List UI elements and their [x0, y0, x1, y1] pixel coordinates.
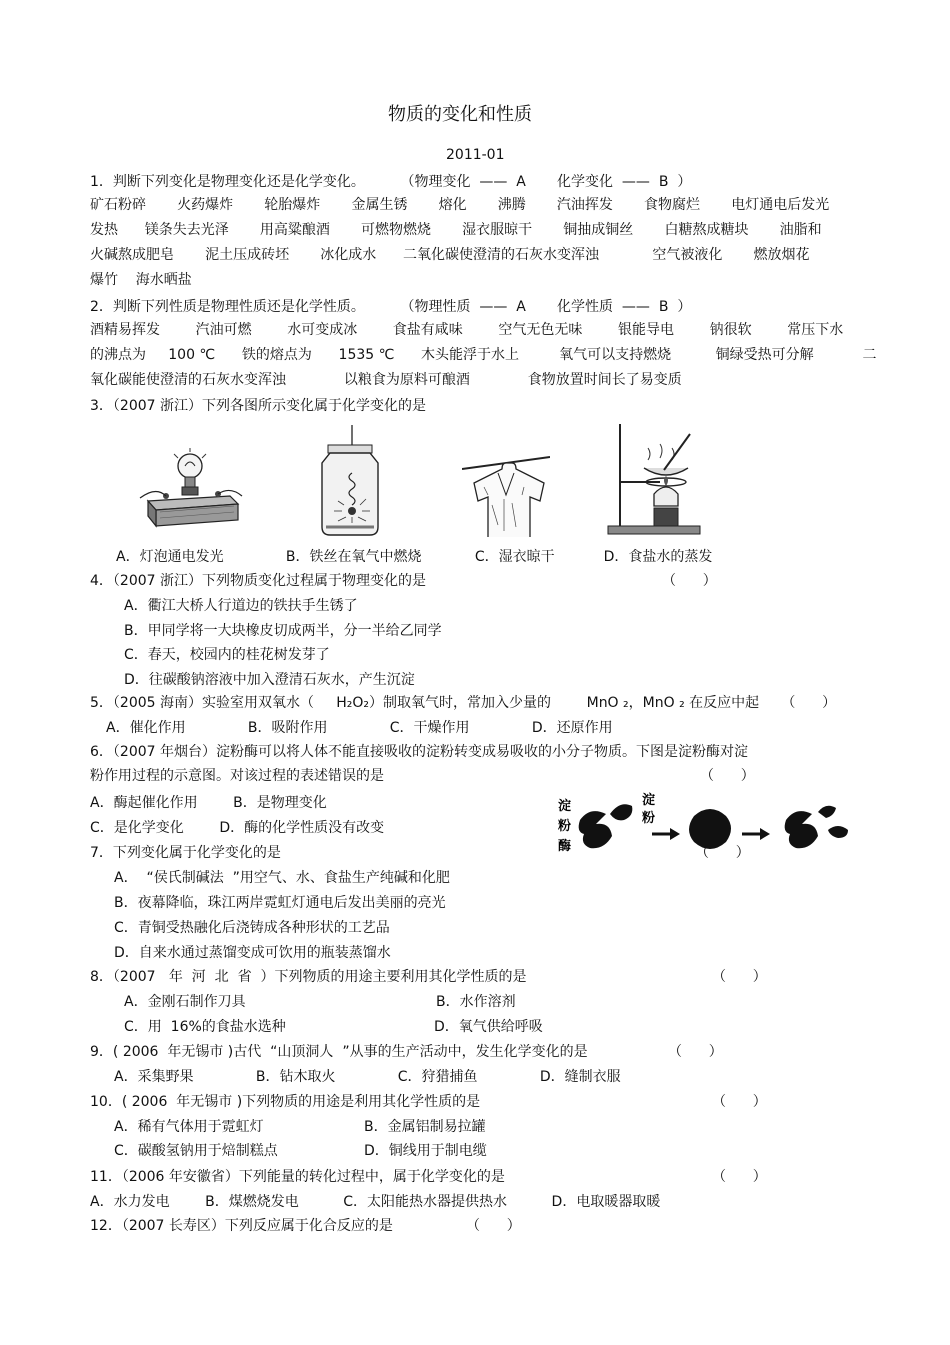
question-11-stem: 11．（2006 年安徽省）下列能量的转化过程中，属于化学变化的是	[90, 1169, 505, 1185]
answer-parentheses: （ ）	[712, 969, 767, 985]
question-9-options: A．采集野果 B．钻木取火 C．狩猎捕鱼 D．缝制衣服	[114, 1069, 621, 1085]
question-10-option-a: A．稀有气体用于霓虹灯	[114, 1119, 264, 1135]
question-2-line: 氧化碳能使澄清的石灰水变浑浊 以粮食为原料可酿酒 食物放置时间长了易变质	[90, 372, 682, 388]
svg-text:粉: 粉	[642, 811, 656, 826]
svg-text:粉: 粉	[558, 819, 572, 834]
answer-parentheses: （ ）	[695, 845, 750, 861]
question-8-option-d: D．氧气供给呼吸	[434, 1019, 543, 1035]
question-9-stem: 9．( 2006 年无锡市 )古代 “山顶洞人 ”从事的生产活动中，发生化学变化的是	[90, 1044, 588, 1060]
answer-parentheses: （ ）	[712, 1169, 767, 1185]
iron-wire-burning-icon	[314, 425, 384, 537]
question-1-line: 发热 镁条失去光泽 用高粱酿酒 可燃物燃烧 湿衣服晾干 铜抽成铜丝 白糖熬成糖块 油脂和	[90, 222, 822, 238]
question-8-stem: 8．（2007 年 河 北 省 ）下列物质的用途主要利用其化学性质的是	[90, 969, 527, 985]
question-4-option: D．往碳酸钠溶液中加入澄清石灰水，产生沉淀	[124, 672, 415, 688]
question-1-line: 矿石粉碎 火药爆炸 轮胎爆炸 金属生锈 熔化 沸腾 汽油挥发 食物腐烂 电灯通电后发光	[90, 197, 830, 213]
salt-water-evaporation-icon	[604, 424, 704, 536]
answer-parentheses: （ ）	[700, 768, 755, 784]
question-10-option-c: C．碳酸氢钠用于焙制糕点	[114, 1143, 278, 1159]
question-10-stem: 10．( 2006 年无锡市 )下列物质的用途是利用其化学性质的是	[90, 1094, 481, 1110]
page-title: 物质的变化和性质	[388, 104, 532, 125]
answer-parentheses: （ ）	[466, 1218, 521, 1234]
question-2-line: 的沸点为 100 ℃ 铁的熔点为 1535 ℃ 木头能浮于水上 氧气可以支持燃烧 铜绿受热可分解 二	[90, 347, 877, 363]
question-6-stem: 6．（2007 年烟台）淀粉酶可以将人体不能直接吸收的淀粉转变成易吸收的小分子物质。下图是淀粉酶对淀	[90, 744, 748, 760]
question-8-option-c: C．用 16%的食盐水选种	[124, 1019, 286, 1035]
question-2-stem: 2．判断下列性质是物理性质还是化学性质。 （物理性质 —— A 化学性质 —— B ）	[90, 299, 692, 315]
light-bulb-icon	[138, 446, 244, 532]
question-2-line: 酒精易挥发 汽油可燃 水可变成冰 食盐有咸味 空气无色无味 银能导电 钠很软 常压下水	[90, 322, 844, 338]
question-6-options-ab: A．酶起催化作用 B．是物理变化	[90, 795, 327, 811]
question-8-option-a: A．金刚石制作刀具	[124, 994, 246, 1010]
question-7-option: A． “侯氏制碱法 ”用空气、水、食盐生产纯碱和化肥	[114, 870, 450, 886]
question-6-options-cd: C．是化学变化 D．酶的化学性质没有改变	[90, 820, 385, 836]
question-7-stem: 7．下列变化属于化学变化的是	[90, 845, 281, 861]
question-11-options: A．水力发电 B．煤燃烧发电 C．太阳能热水器提供热水 D．电取暖器取暖	[90, 1194, 661, 1210]
question-7-option: D．自来水通过蒸馏变成可饮用的瓶装蒸馏水	[114, 945, 391, 961]
question-8-option-b: B．水作溶剂	[436, 994, 516, 1010]
question-7-option: B．夜幕降临，珠江两岸霓虹灯通电后发出美丽的亮光	[114, 895, 446, 911]
question-4-stem: 4．（2007 浙江）下列物质变化过程属于物理变化的是	[90, 573, 426, 589]
answer-parentheses: （ ）	[668, 1044, 723, 1060]
question-3-stem: 3．（2007 浙江）下列各图所示变化属于化学变化的是	[90, 398, 426, 414]
question-10-option-b: B．金属铝制易拉罐	[364, 1119, 486, 1135]
svg-text:淀: 淀	[558, 799, 572, 814]
svg-text:淀: 淀	[642, 793, 656, 808]
question-4-option: B．甲同学将一大块橡皮切成两半，分一半给乙同学	[124, 623, 442, 639]
question-10-option-d: D．铜线用于制电缆	[364, 1143, 487, 1159]
question-1-stem: 1．判断下列变化是物理变化还是化学变化。 （物理变化 —— A 化学变化 —— B ）	[90, 174, 692, 190]
document-date: 2011-01	[446, 147, 505, 163]
answer-parentheses: （ ）	[662, 573, 717, 589]
question-7-option: C．青铜受热融化后浇铸成各种形状的工艺品	[114, 920, 390, 936]
answer-parentheses: （ ）	[712, 1094, 767, 1110]
svg-text:酶: 酶	[558, 839, 572, 854]
question-6-stem-continued: 粉作用过程的示意图。对该过程的表述错误的是	[90, 768, 384, 784]
question-3-options: A．灯泡通电发光 B．铁丝在氧气中燃烧 C．湿衣晾干 D．食盐水的蒸发	[116, 549, 713, 565]
question-5-options: A．催化作用 B．吸附作用 C．干燥作用 D．还原作用	[106, 720, 613, 736]
question-1-line: 火碱熬成肥皂 泥土压成砖坯 冰化成水 二氧化碳使澄清的石灰水变浑浊 空气被液化 燃放烟花	[90, 247, 810, 263]
question-12-stem: 12．（2007 长寿区）下列反应属于化合反应的是	[90, 1218, 393, 1234]
question-4-option: C．春天，校园内的桂花树发芽了	[124, 647, 330, 663]
wet-clothes-drying-icon	[462, 455, 550, 537]
question-4-option: A．衢江大桥人行道边的铁扶手生锈了	[124, 598, 358, 614]
question-1-line: 爆竹 海水晒盐	[90, 272, 192, 288]
question-5-stem: 5．（2005 海南）实验室用双氧水（ H₂O₂）制取氧气时，常加入少量的 MnO ₂，MnO ₂ 在反应中起 （ ）	[90, 695, 837, 711]
